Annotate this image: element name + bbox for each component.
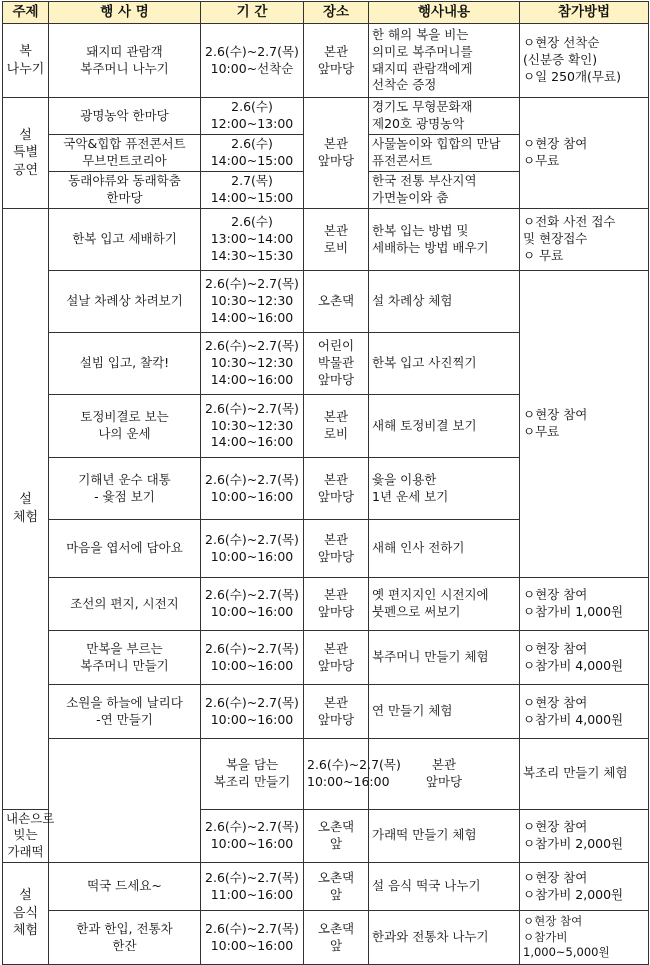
period-cell: 2.6(수)~2.7(목) 10:30~12:30 14:00~16:00: [201, 271, 304, 333]
place-cell: 오촌댁 앞: [304, 809, 369, 863]
event-name-cell: 소원을 하늘에 날리다 -연 만들기: [49, 685, 201, 739]
method-cell: ㅇ현장 선착순 (신분증 확인) ㅇ일 250개(무료): [520, 24, 649, 98]
place-cell: 본관 앞마당: [369, 739, 520, 810]
period-cell: 2.6(수)~2.7(목) 10:00~16:00: [201, 911, 304, 965]
period-cell: 2.6(수)~2.7(목) 10:00~16:00: [201, 809, 304, 863]
method-cell: ㅇ현장 참여 ㅇ참가비 4,000원: [520, 631, 649, 685]
header-theme: 주제: [3, 2, 49, 24]
content-cell: 설 차례상 체험: [369, 271, 520, 333]
event-name-cell: 광명농악 한마당: [49, 98, 201, 135]
content-cell: 한복 입고 사진찍기: [369, 333, 520, 395]
event-name-cell: 복을 담는 복조리 만들기: [201, 739, 304, 810]
period-cell: 2.6(수) 13:00~14:00 14:30~15:30: [201, 209, 304, 271]
place-cell: 본관 앞마당: [304, 685, 369, 739]
content-cell: 연 만들기 체험: [369, 685, 520, 739]
event-name-cell: 조선의 편지, 시전지: [49, 578, 201, 631]
theme-cell: 설 음식 체험: [3, 863, 49, 965]
content-cell: 복주머니 만들기 체험: [369, 631, 520, 685]
header-row: [3, 2, 649, 24]
place-cell: 본관 앞마당: [304, 631, 369, 685]
period-cell: 2.6(수)~2.7(목) 10:00~16:00: [201, 631, 304, 685]
place-cell: 오촌댁 앞: [304, 863, 369, 911]
event-name-cell: 설날 차례상 차려보기: [49, 271, 201, 333]
content-cell: 윷을 이용한 1년 운세 보기: [369, 458, 520, 520]
content-cell: 사물놀이와 힙합의 만남 퓨전콘서트: [369, 135, 520, 172]
table-row: [3, 631, 649, 685]
header-method: 참가방법: [520, 2, 649, 24]
table-row: [3, 271, 649, 333]
place-cell: 본관 로비: [304, 209, 369, 271]
method-cell: ㅇ현장 참여 ㅇ참가비 1,000~5,000원: [520, 911, 649, 965]
event-name-cell: 돼지띠 관람객 복주머니 나누기: [49, 24, 201, 98]
method-cell: ㅇ현장 참여 ㅇ무료: [520, 98, 649, 209]
place-cell: 본관 앞마당: [304, 520, 369, 578]
content-cell: 한 해의 복을 비는 의미로 복주머니를 돼지띠 관람객에게 선착순 증정: [369, 24, 520, 98]
table-row: [3, 739, 649, 810]
event-name-cell: 떡국 드세요~: [49, 863, 201, 911]
event-name-cell: 토정비결로 보는 나의 운세: [49, 395, 201, 458]
period-cell: 2.6(수)~2.7(목) 11:00~16:00: [201, 863, 304, 911]
period-cell: 2.6(수)~2.7(목) 10:30~12:30 14:00~16:00: [201, 395, 304, 458]
content-cell: 새해 인사 전하기: [369, 520, 520, 578]
header-event-name: 행 사 명: [49, 2, 201, 24]
event-name-cell: 내손으로 빚는 가래떡: [3, 809, 49, 863]
period-cell: 2.7(목) 14:00~15:00: [201, 172, 304, 209]
content-cell: 옛 편지지인 시전지에 붓펜으로 써보기: [369, 578, 520, 631]
place-cell: 본관 앞마당: [304, 98, 369, 209]
period-cell: 2.6(수)~2.7(목) 10:00~16:00: [201, 520, 304, 578]
place-cell: 오촌댁 앞: [304, 911, 369, 965]
table-row: [3, 911, 649, 965]
table-row: [3, 578, 649, 631]
method-cell: ㅇ현장 참여 ㅇ참가비 4,000원: [520, 685, 649, 739]
header-period: 기 간: [201, 2, 304, 24]
table-row: [3, 685, 649, 739]
content-cell: 설 음식 떡국 나누기: [369, 863, 520, 911]
theme-cell-blank: [49, 739, 201, 863]
period-cell: 2.6(수)~2.7(목) 10:30~12:30 14:00~16:00: [201, 333, 304, 395]
event-name-cell: 국악&힙합 퓨전콘서트 무브먼트코리아: [49, 135, 201, 172]
method-cell: ㅇ전화 사전 접수 및 현장접수 ㅇ 무료: [520, 209, 649, 271]
place-cell: 본관 앞마당: [304, 578, 369, 631]
table-row: [3, 98, 649, 135]
period-cell: 2.6(수)~2.7(목) 10:00~16:00: [201, 458, 304, 520]
period-cell: 2.6(수)~2.7(목) 10:00~선착순: [201, 24, 304, 98]
place-cell: 본관 앞마당: [304, 24, 369, 98]
event-name-cell: 한복 입고 세배하기: [49, 209, 201, 271]
event-name-cell: 마음을 엽서에 담아요: [49, 520, 201, 578]
event-schedule-table: [2, 1, 649, 965]
event-name-cell: 만복을 부르는 복주머니 만들기: [49, 631, 201, 685]
place-cell: 오촌댁: [304, 271, 369, 333]
period-cell: 2.6(수) 12:00~13:00: [201, 98, 304, 135]
content-cell: 복조리 만들기 체험: [520, 739, 649, 810]
method-cell: ㅇ현장 참여 ㅇ무료: [520, 271, 649, 578]
theme-cell: 설 특별 공연: [3, 98, 49, 209]
method-cell: ㅇ현장 참여 ㅇ참가비 2,000원: [520, 809, 649, 863]
event-name-cell: 기해년 운수 대통 - 윷점 보기: [49, 458, 201, 520]
period-cell: 2.6(수)~2.7(목) 10:00~16:00: [201, 578, 304, 631]
place-cell: 어린이 박물관 앞마당: [304, 333, 369, 395]
place-cell: 본관 로비: [304, 395, 369, 458]
content-cell: 한과와 전통차 나누기: [369, 911, 520, 965]
content-cell: 한복 입는 방법 및 세배하는 방법 배우기: [369, 209, 520, 271]
header-place: 장소: [304, 2, 369, 24]
event-name-cell: 동래야류와 동래학춤 한마당: [49, 172, 201, 209]
theme-cell: 복 나누기: [3, 24, 49, 98]
content-cell: 가래떡 만들기 체험: [369, 809, 520, 863]
period-cell: 2.6(수)~2.7(목) 10:00~16:00: [201, 685, 304, 739]
period-cell: 2.6(수)~2.7(목) 10:00~16:00: [304, 739, 369, 810]
method-cell: ㅇ현장 참여 ㅇ참가비 1,000원: [520, 578, 649, 631]
content-cell: 한국 전통 부산지역 가면놀이와 춤: [369, 172, 520, 209]
table-row: [3, 209, 649, 271]
table-row: [3, 863, 649, 911]
content-cell: 경기도 무형문화재 제20호 광명농악: [369, 98, 520, 135]
method-cell: ㅇ현장 참여 ㅇ참가비 2,000원: [520, 863, 649, 911]
header-content: 행사내용: [369, 2, 520, 24]
place-cell: 본관 앞마당: [304, 458, 369, 520]
period-cell: 2.6(수) 14:00~15:00: [201, 135, 304, 172]
event-name-cell: 설빔 입고, 찰칵!: [49, 333, 201, 395]
event-name-cell: 한과 한입, 전통차 한잔: [49, 911, 201, 965]
theme-cell: 설 체험: [3, 209, 49, 810]
content-cell: 새해 토정비결 보기: [369, 395, 520, 458]
table-row: [3, 24, 649, 98]
